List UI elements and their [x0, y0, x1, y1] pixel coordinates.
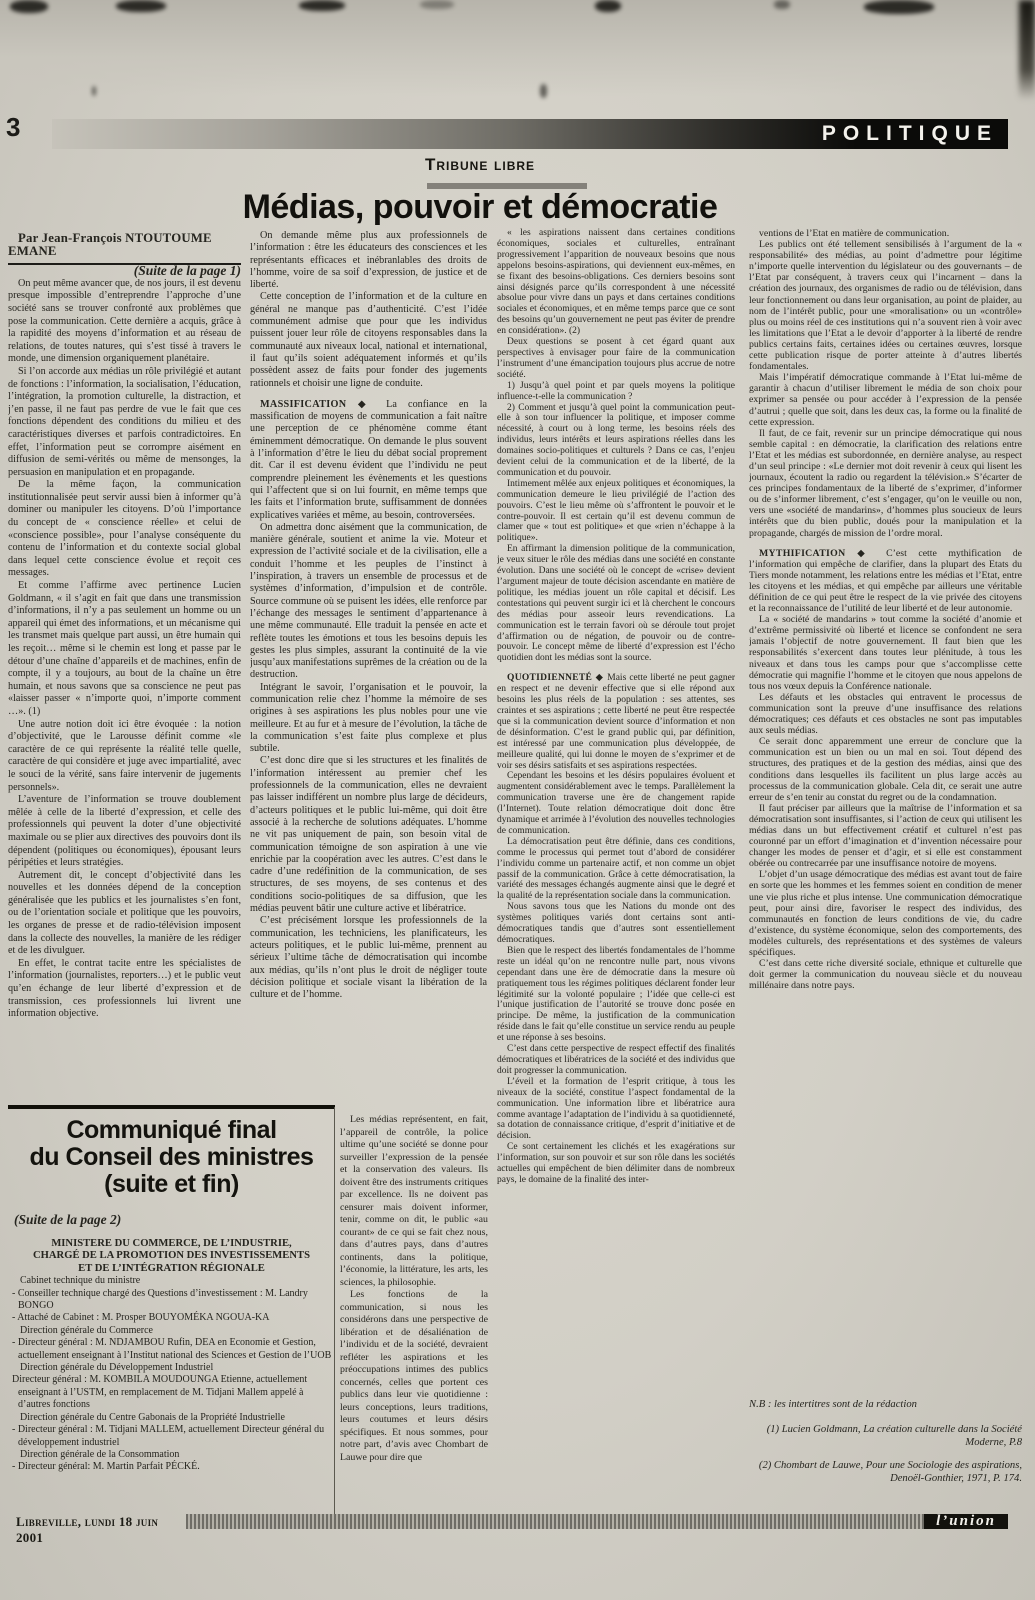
scan-top-strip	[0, 0, 1035, 96]
paragraph: Et comme l’affirme avec pertinence Lucien Goldmann, « il s’agit en fait que dans une transmission d’informations, il n’y a pas seulement un homme ou un appareil qui émet des informations, et un mécanisme qui les transmet mais quelque part aussi, un être humain qui les reçoit… même si le chemin est long et passe par le détour d’une chaîne d’appareils et de machines, enfin de compte, il y a toujours, au bout de la chaîne un être humain, et nous savons que sa conscience ne peut pas «laisser passer « n’importe quoi, n’importe comment …». (1)	[8, 580, 241, 717]
footnote-1: (1) Lucien Goldmann, La création culturelle dans la Société Moderne, P.8	[766, 1424, 1022, 1448]
paragraph: - Attaché de Cabinet : M. Prosper BOUYOMÉKA NGOUA-KA	[12, 1312, 270, 1324]
footer-date: Libreville, lundi 18 juin 2001	[16, 1514, 159, 1545]
article-column-4	[749, 228, 1022, 1394]
paragraph: L’éveil et la formation de l’esprit critique, à tous les niveaux de la société, constitue l’aspect fondamental de la communication. Une information libre et libératrice aura comme avantage l’adaptation de l’individu à sa quotidienneté, sa dotation de connaissance critique, d’esprit d’initiative et de décision.	[497, 1076, 735, 1142]
scan-artifact	[774, 0, 790, 9]
paragraph: Les défauts et les obstacles qui entravent le processus de communication sont la preuve d’une insuffisance des relations démocratiques; ces défauts et ces obstacles ne sont pas imputables aux seuls médias.	[749, 691, 1022, 737]
page-number: 3	[6, 112, 21, 142]
paragraph: Cabinet technique du ministre	[20, 1275, 141, 1287]
column-text	[250, 230, 487, 1001]
paragraph: Directeur général : M. KOMBILA MOUDOUNGA Etienne, actuellement enseignant à l’USTM, en remplacement de M. Tidjani Mallem appelé à d’autres fonctions	[12, 1374, 308, 1411]
paragraph: Les médias représentent, en fait, l’appareil de contrôle, la police ultime qu’une société se donne pour surveiller l’expression de la pensée et la conservation des valeurs. Ils doivent être des instruments critiques par excellence. Ils ne doivent pas censurer mais doivent informer, tenir, comme on dit, le public «au courant» de ce qui se fait chez nous, dans d’autres pays, dans d’autres continents, dans la politique, l’économie, la littérature, les arts, les sciences, la philosophie.	[340, 1114, 488, 1288]
paragraph: C’est dans cette perspective de respect effectif des finalités démocratiques et libératrices de la société et des individus que doit progresser la communication.	[497, 1044, 735, 1076]
paragraph: L’aventure de l’information se trouve doublement mêlée à celle de la liberté d’expression, et celle des professionnels qui peuvent la doter d’une objectivité maximale ou se plier aux directives des pouvoirs dont ils dépendent (politiques ou économiques), épousant leurs péripéties et leurs stratégies.	[8, 794, 241, 869]
scan-artifact	[420, 0, 454, 9]
communique-body	[8, 1238, 335, 1474]
footnotes-block	[749, 1398, 1022, 1510]
paragraph: Ce serait donc apparemment une erreur de conclure que la communication est un bien ou un mal en soi. Tout dépend des structures, des pratiques et de la gestion des médias, ainsi que des conditions dans lesquelles ils facilitent un plus large accès au processus de la communication globale. Cela dit, ce serait une autre erreur de s’en tenir au constat du regret ou de la condamnation.	[749, 736, 1022, 803]
column-text	[8, 278, 241, 1021]
scan-artifact	[864, 0, 934, 14]
paragraph: Direction générale de la Consommation	[20, 1448, 180, 1460]
paragraph: Si l’on accorde aux médias un rôle privilégié et autant de fonctions : l’information, la socialisation, l’éducation, l’intégration, la promotion culturelle, la distraction, et j’en passe, il ne faut pas perdre de vue le fait que ces fonctions dépendent des conditions du milieu et des caractéristiques diverses et parfois contradictoires. En effet, l’information peut se corrompre aisément en diffusion de semi-vérités ou même de mensonges, la persuasion en manipulation et en propagande.	[8, 365, 241, 478]
footer-bar	[186, 1514, 1008, 1529]
paragraph: Deux questions se posent à cet égard quant aux perspectives à envisager pour faire de la communication l’instrument d’une émancipation toujours plus accrue de notre société.	[497, 337, 735, 380]
paragraph: - Directeur général : M. Tidjani MALLEM, actuellement Directeur général du développement industriel	[12, 1424, 325, 1448]
paragraph: En affirmant la dimension politique de la communication, je veux situer le rôle des médias dans une société en constante évolution. Dans une société où le concept de «crise» devient l’argument majeur de toute décision ascendante en matière de politique, les médias jouent un rôle capital et décisif. Les contestations qui peuvent surgir ici et là cherchent le concours des médias pour asseoir leurs revendications. La communication est le terrain favori où se déroule tout projet d’affirmation ou de négation, de pouvoir ou de contre-pouvoir. Le concept même de liberté d’expression est l’écho quotidien dont les médias sont la source.	[497, 544, 735, 664]
paragraph: Il faut, de ce fait, revenir sur un principe démocratique qui nous semble capital : en démocratie, la clarification des relations entre l’Etat et les médias est subordonnée, en dernière analyse, au respect d’un seul principe : «Le dernier mot doit revenir à ceux qui lisent les journaux, écoutent la radio ou regardent la télévision.» S’écarter de ces principes fondamentaux de la liberté de s’exprimer, d’informer ou de s’informer librement, c’est s’engager, qu’on le veuille ou non, vers une «société de mandarins», d’hommes plus soucieux de leurs intérêts que du bien public, doués pour la manipulation et la propagande, chargés de mission de l’ordre moral.	[749, 427, 1022, 539]
article-title: Médias, pouvoir et démocratie	[242, 188, 718, 226]
article-column-2	[250, 230, 487, 1112]
paragraph: Les fonctions de la communication, si nous les considérons dans une perspective de libération et de désaliénation de l’individu et de la société, devraient refléter les aspirations et les préoccupations intimes des publics concernés, celles que portent ces publics dans leur vie quotidienne : leurs conceptions, leurs traditions, leurs coutumes et leurs désirs spécifiques. Et nous sommes, pour notre part, d’avis avec Chombart de Lauwe pour dire que	[340, 1289, 488, 1463]
paragraph: L’objet d’un usage démocratique des médias est avant tout de faire en sorte que les hommes et les femmes soient en condition de mener une vie plus riche et plus intense. Une communication démocratique peut, pour ainsi dire, favoriser le respect des individus, des communautés en fonction de leurs conditions de vie, du cadre d’existence, du système économique, selon des comportements, des modèles culturels, des représentations et des systèmes de valeurs spécifiques.	[749, 869, 1022, 958]
footnote-2: (2) Chombart de Lauwe, Pour une Sociologie des aspirations, Denoël-Gonthier, 1971, P. 174.	[758, 1460, 1022, 1484]
paragraph: La « société de mandarins » tout comme la société d’anomie et d’extrême permissivité où liberté et licence se confondent ne sera jamais l’objectif de notre gouvernement. Il faut bien que les responsabilités s’exercent dans toutes leur plénitude, à tous les niveaux et dans tous les camps pour que s’accomplisse cette démocratie qui magnifie l’homme et le citoyen que nous appelons de tous nos vœux depuis la Conférence nationale.	[749, 614, 1022, 692]
paragraph: Nous savons tous que les Nations du monde ont des systèmes politiques variés dont certains sont anti-démocratiques tandis que d’autres sont essentiellement démocratiques.	[497, 902, 735, 945]
rubric-label: Tribune libre	[424, 155, 536, 174]
paragraph: Direction générale du Centre Gabonais de la Propriété Industrielle	[20, 1411, 285, 1423]
paragraph: La démocratisation peut être définie, dans ces conditions, comme le processus qui permet tout d’abord de considérer l’individu comme un partenaire actif, et non comme un objet passif de la communication. Grâce à cette démocratisation, la variété des messages échangés augmente ainsi que le degré et la qualité de la représentation sociale dans la communication.	[497, 836, 735, 902]
paragraph: De la même façon, la communication institutionnalisée peut servir aussi bien à informer qu’à dominer ou manipuler les citoyens. D’où l’importance du concept de « conscience réelle» et celui de «conscience possible», pour l’analyse conséquente du contenu de l’information et du contexte social global dans lequel cette conscience évolue et reçoit ces messages.	[8, 479, 241, 579]
paragraph: Cependant les besoins et les désirs populaires évoluent et augmentent considérablement avec le temps. Parallèlement la communication traverse une ère de changement rapide (l’Internet). Toute relation démocratique doit donc être dynamique et arrimée à l’évolution des nouvelles technologies de communication.	[497, 771, 735, 836]
paragraph: - Directeur général: M. Martin Parfait PÉCKÉ.	[12, 1461, 200, 1473]
scan-artifact	[116, 0, 166, 12]
scan-artifact	[10, 0, 48, 13]
article-column-3	[497, 228, 735, 1512]
paragraph: QUOTIDIENNETÉ ◆ Mais cette liberté ne peut gagner en respect et ne devenir effective que si elle répond aux besoins les plus réels de la population : ses attentes, ses craintes et ses aspirations ; cette liberté ne peut être respectée que si la communication devient source d’information et non de désinformation. C’est le grand public qui, par définition, est intéressé par une communication plus développée, de meilleure qualité, qui lui donne le moyen de s’exprimer et de voir ses désirs satisfaits et ses aspirations respectées.	[497, 673, 735, 771]
brand-logo: l’union	[924, 1514, 1008, 1529]
paragraph: Cette conception de l’information et de la culture en général ne manque pas d’authenticité. C’est l’idée communément admise que pour que les individus puissent jouer leur rôle de citoyens responsables dans la communauté aux niveaux local, national et international, il faut qu’ils soient adéquatement informés et qu’ils possèdent assez de faits pour fonder des jugements rationnels et choisir une ligne de conduite.	[250, 291, 487, 389]
article-column-2-continued	[340, 1114, 488, 1512]
paragraph: On admettra donc aisément que la communication, de manière générale, soutient et anime la vie. Moteur et expression de l’activité sociale et de la civilisation, elle a conduit l’homme et les peuples de l’instinct à l’inspiration, à travers un ensemble de processus et de systèmes d’information, d’impulsion et de contrôle. Source commune où se puisent les idées, elle renforce par l’échange des messages le sentiment d’appartenance à une même communauté. Elle traduit la pensée en acte et reflète toutes les émotions et tous les besoins depuis les gestes les plus simples, assurant la continuité de la vie jusqu’aux manifestations suprêmes de la création ou de la destruction.	[250, 521, 487, 681]
paragraph: C’est dans cette riche diversité sociale, ethnique et culturelle que doit germer la communication du nouveau siècle et du nouveau millénaire dans notre pays.	[749, 958, 1022, 992]
paragraph: MYTHIFICATION ◆ C’est cette mythification de l’information qui empêche de clarifier, dans la plupart des Etats du Tiers monde notamment, les relations entre les médias et l’Etat, entre les citoyens et les médias, et qui empêche par ailleurs une véritable définition de ce qui peut être le respect de la vie privée des citoyens et la reconnaissance de l’utilité de leur liberté et de leur autonomie.	[749, 547, 1022, 615]
paragraph: En effet, le contrat tacite entre les spécialistes de l’information (journalistes, reporters…) et le public veut qu’en échange de leur liberté d’expression et de transmission, ces professionnels lui livrent une information objective.	[8, 957, 241, 1020]
paragraph: Direction générale du Commerce	[20, 1324, 153, 1336]
communique-continuation: (Suite de la page 2)	[14, 1212, 122, 1227]
paragraph: Il faut préciser par ailleurs que la maîtrise de l’information et sa démocratisation sont insuffisantes, si l’action de ceux qui utilisent les médias dans un but effectivement créatif et culturel n’est pas couronné par un effort d’imagination et d’invention nécessaire pour changer les modes de penser et d’agir, et si elle est constamment obérée ou contrecarrée par une insuffisance notoire de moyens.	[749, 802, 1022, 870]
paragraph: Mais l’impératif démocratique commande à l’Etat lui-même de garantir à chacun d’utiliser librement le média de son choix pour exprimer sa pensée ou pour accéder à l’expression de la pensée d’autrui ; quelle que soit, dans les deux cas, la forme ou la finalité de cette expression.	[749, 372, 1022, 428]
nb-note: N.B : les intertitres sont de la rédaction	[749, 1399, 917, 1410]
paragraph: 1) Jusqu’à quel point et par quels moyens la politique influence-t-elle la communication ?	[497, 380, 735, 402]
paragraph: ET DE L’INTÉGRATION RÉGIONALE	[78, 1262, 265, 1274]
section-banner	[52, 119, 1008, 149]
column-text	[340, 1114, 488, 1464]
paragraph: Bien que le respect des libertés fondamentales de l’homme reste un idéal qu’on ne rencontre nulle part, nous vivons cependant dans une ère de démocratie dans la mesure où pratiquement tous les régimes politiques déclarent fonder leur légitimité sur la volonté populaire ; l’idée que celle-ci est l’unique justification de l’autorité se trouve donc posée en principe. De même, la justification de la communication réside dans le fait qu’elle constitue un service rendu au peuple et une réponse à ses besoins.	[497, 945, 735, 1044]
scan-artifact	[299, 0, 345, 11]
paragraph: C’est précisément lorsque les professionnels de la communication, les techniciens, les planificateurs, les acteurs politiques, et le public lui-même, prennent au sérieux l’ultime tâche de démocratisation qui incombe aux médias, qu’ils n’ont plus le droit de négliger toute décision politique et sociale visant la libération de la culture et de l’homme.	[250, 915, 487, 1001]
paragraph: 2) Comment et jusqu’à quel point la communication peut-elle à son tour influencer la politique, et imposer comme nécessité, à court ou à long terme, les besoins réels des individus, leurs intérêts et leurs aspirations réelles dans les domaines socio-politiques et culturels ? Dans ce cas, l’enjeu devient celui de la communication et de la liberté, de la communication et du pouvoir.	[497, 402, 735, 478]
scan-artifact	[540, 84, 547, 98]
paragraph: On peut même avancer que, de nos jours, il est devenu presque impossible d’entreprendre l’approche d’une société sans se trouver confronté aux problèmes que pose la communication. Cette dernière a acquis, grâce à la rapidité des moyens d’information et au réseau de relations, de toutes natures, qui s’est tissé à travers le monde, une dimension organiquement planétaire.	[8, 277, 241, 365]
paragraph: CHARGÉ DE LA PROMOTION DES INVESTISSEMENTS	[33, 1250, 310, 1262]
paragraph: Autrement dit, le concept d’objectivité dans les nouvelles et les données dépend de la conception généralisée que les publics et les journalistes s’en font, ou de l’orientation sociale et politique que les pouvoirs, les organes de presse et de radio-télévision imposent dans la collecte des nouvelles, la manière de les rédiger et de les divulguer.	[8, 869, 241, 957]
paragraph: C’est donc dire que si les structures et les finalités de l’information intéressent au premier chef les professionnels de la communication, elles ne devraient pas laisser indifférent un nombre plus large de décideurs, d’acteurs politiques et le public lui-même, qui doit être associé à la recherche de solutions adéquates. L’homme ne vit pas uniquement de pain, son besoin vital de communication témoigne de son aspiration à une vie enrichie par la coopération avec les autres. C’est dans le cadre d’une redéfinition de la communication, de ses structures, de ses moyens, de ses contenus et des conditions socio-politiques de sa diffusion, que les médias peuvent bâtir une culture active et libératrice.	[250, 755, 487, 915]
paragraph: Ce sont certainement les clichés et les exagérations sur l’information, sur son pouvoir et sur son rôle dans les sociétés actuelles qui empêchent de bien délimiter dans de nombreux pays, le domaine de la finalité des inter-	[497, 1142, 735, 1185]
paragraph: - Directeur général : M. NDJAMBOU Rufin, DEA en Economie et Gestion, actuellement enseignant à l’Institut national des Sciences et Gestion de l’UOB	[12, 1337, 332, 1361]
paragraph: Intégrant le savoir, l’organisation et le pouvoir, la communication relie chez l’homme la mémoire de ses origines à ses aspirations les plus nobles pour une vie meilleure. Et au fur et à mesure de l’évolution, la tâche de la communication s’est faite plus complexe et plus subtile.	[250, 681, 487, 755]
paragraph: Une autre notion doit ici être évoquée : la notion d’objectivité, que le Larousse définit comme «le caractère de ce qui représente la réalité telle quelle, caractère de qui considère et juge avec impartialité, avec le souci de la vérité, sans faire intervenir de jugements personnels».	[8, 718, 241, 793]
scan-artifact	[92, 86, 96, 96]
article-column-1	[8, 232, 241, 1112]
paragraph: - Conseiller technique chargé des Questions d’investissement : M. Landry BONGO	[12, 1287, 308, 1312]
section-label: POLITIQUE	[821, 122, 998, 145]
paragraph: Direction générale du Développement Industriel	[20, 1362, 214, 1374]
column-text	[749, 228, 1022, 991]
continuation-note: (Suite de la page 1)	[133, 263, 241, 279]
paragraph: On demande même plus aux professionnels de l’information : être les éducateurs des consciences et les représentants efficaces et inébranlables des droits de l’homme, voire de sa soif d’expression, de justice et de liberté.	[250, 230, 487, 291]
paragraph: Les publics ont été tellement sensibilisés à l’argument de la « responsabilité» des médias, au point d’admettre pour légitime n’importe quelle intervention du législateur ou des gouvernants – de l’Etat par conséquent, à travers ceux qui l’incarnent – dans la création des journaux, des organismes de radio ou de télévision, dans leur fonctionnement ou dans leur organisation, au point de plaider, au nom de l’intérêt public, pour une «moralisation» ou un «contrôle» plus ou moins réel de ces institutions qui n’a souvent rien à voir avec les limitations que l’Etat a le devoir d’apporter à la liberté de rendre publics certains faits, certaines idées ou certaines œuvres, lorsque cette publication risque de porter atteinte à d’autres libertés fondamentales.	[749, 239, 1022, 373]
communique-box	[8, 1105, 335, 1513]
paragraph: Intimement mêlée aux enjeux politiques et économiques, la communication demeure le lieu privilégié de l’action des pouvoirs. C’est le lieu même où s’affrontent le pouvoir et le contre-pouvoir. Il est certain qu’il est devenu commun de clamer que « tout est politique» et que «rien n’échappe à la politique».	[497, 478, 735, 544]
communique-top-rule	[8, 1105, 335, 1109]
paragraph: MASSIFICATION ◆ La confiance en la massification de moyens de communication a fait naître une perception de ce phénomène comme étant éminemment démocratique. On demande le plus souvent à l’information d’être le lieu du débat social proprement dit. Car il est devenu évident que l’individu ne peut comprendre pleinement les évènements et les questions qui l’affectent que si on lui fournit, en même temps que les faits et l’information brute, suffisamment de données explicatives variées et même, au besoin, controversées.	[250, 398, 487, 521]
communique-title: Communiqué final du Conseil des ministres (suite et fin)	[29, 1116, 314, 1198]
paragraph: « les aspirations naissent dans certaines conditions économiques, sociales et culturelles, entraînant progressivement l’apparition de nouveaux besoins que nous appelons besoins-aspirations, qui deviennent eux-mêmes, en se fixant des besoins-obligations. Ces derniers besoins sont ainsi désignés parce qu’ils correspondent à une nécessité absolue pour vivre dans un pays et dans certaines conditions sociales et économiques, et en même temps parce que ce sont des besoins qu’un gouvernement ne peut pas éviter de prendre en considération». (2)	[497, 228, 735, 337]
paragraph: MINISTERE DU COMMERCE, DE L’INDUSTRIE,	[51, 1238, 292, 1249]
byline: Par Jean-François NTOUTOUME EMANE	[8, 232, 241, 265]
column-divider-rule	[334, 1107, 335, 1515]
scan-artifact	[595, 0, 621, 12]
paragraph: ventions de l’Etat en matière de communication.	[759, 228, 950, 239]
column-text	[497, 228, 735, 1186]
scan-artifact	[1019, 0, 1035, 100]
